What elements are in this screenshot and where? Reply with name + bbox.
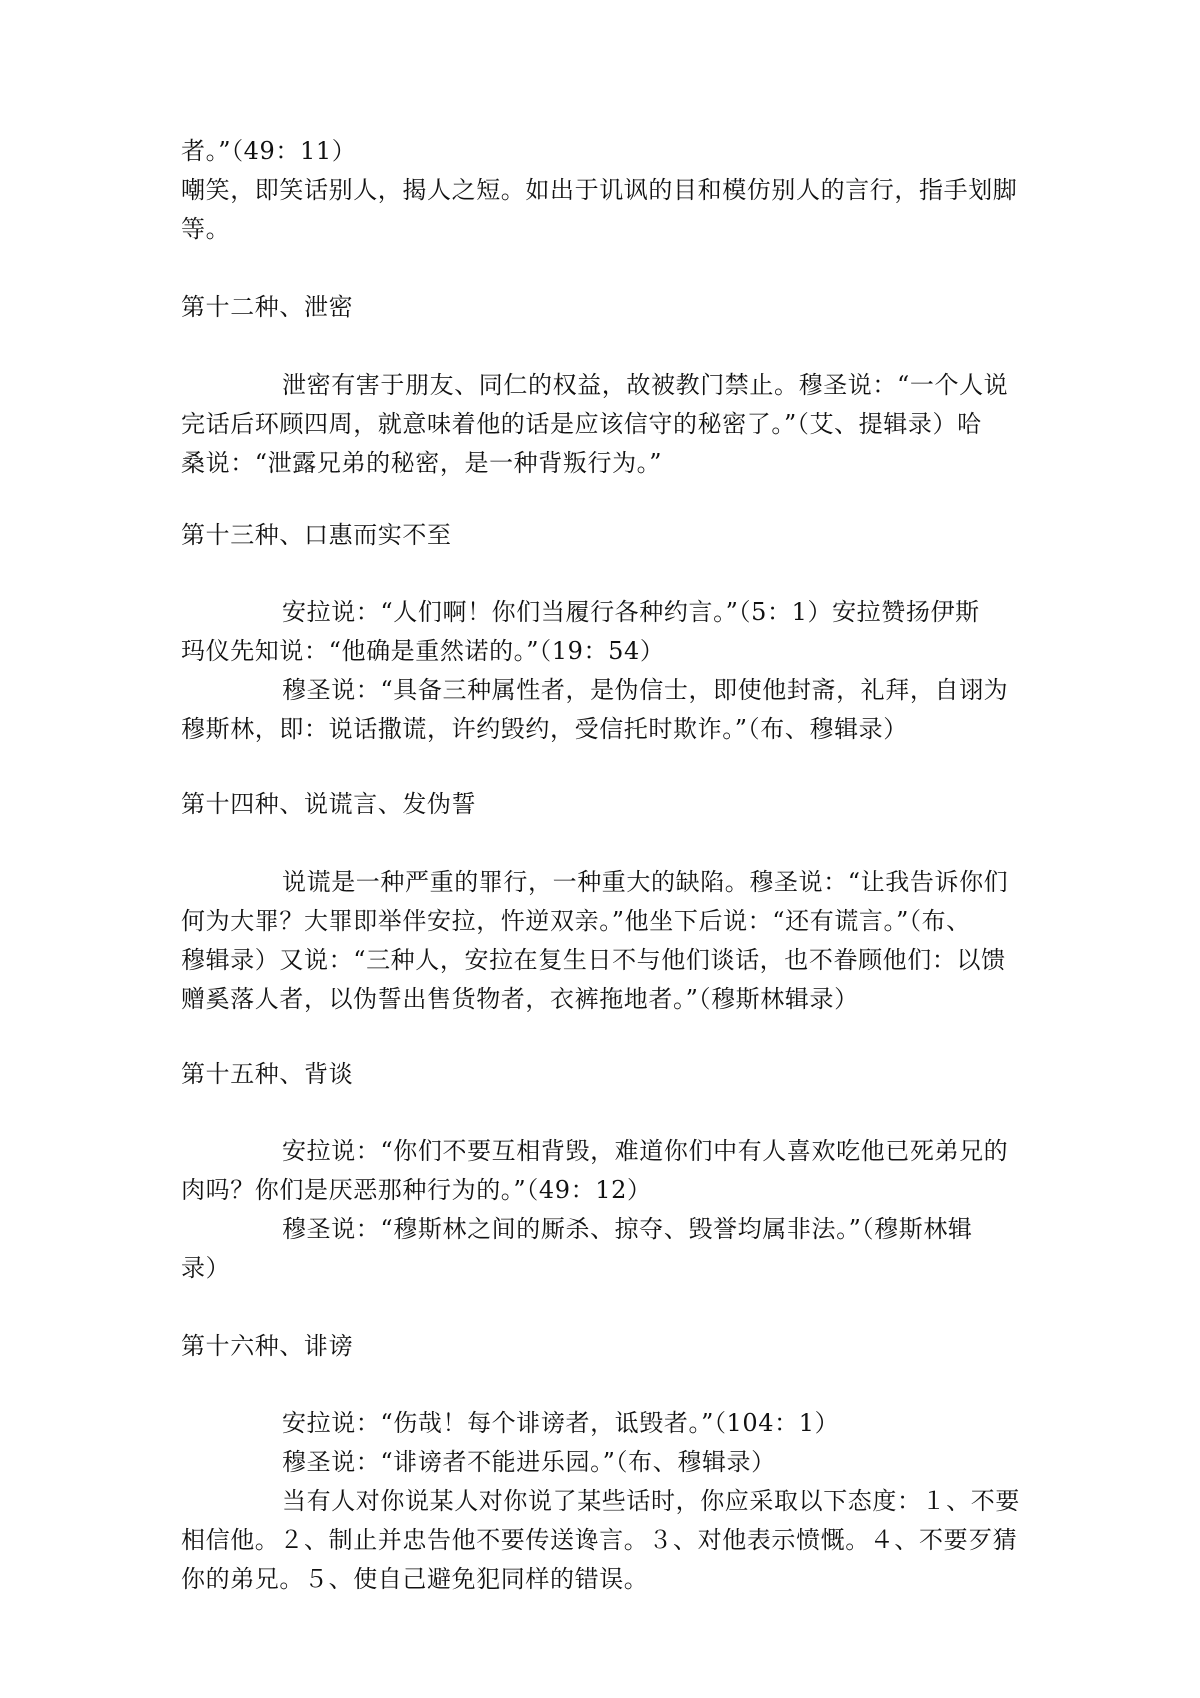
- paragraph-line: 完话后环顾四周，就意味着他的话是应该信守的秘密了。”（艾、提辑录）哈: [181, 410, 982, 438]
- text-line: 等。: [181, 215, 231, 243]
- paragraph-line: 泄密有害于朋友、同仁的权益，故被教门禁止。穆圣说：“一个人说: [282, 371, 1009, 399]
- section-heading: 第十六种、诽谤: [181, 1332, 354, 1360]
- section-heading: 第十二种、泄密: [181, 293, 354, 321]
- paragraph-line: 何为大罪？大罪即举伴安拉，忤逆双亲。”他坐下后说：“还有谎言。”（布、: [181, 907, 971, 935]
- section-heading: 第十四种、说谎言、发伪誓: [181, 790, 477, 818]
- paragraph-line: 你的弟兄。５、使自己避免犯同样的错误。: [181, 1565, 649, 1593]
- paragraph-line: 相信他。２、制止并忠告他不要传送谗言。３、对他表示愤慨。４、不要歹猜: [181, 1526, 1018, 1554]
- section-heading: 第十三种、口惠而实不至: [181, 521, 452, 549]
- text-line: 者。”（49：11）: [181, 137, 357, 165]
- section-heading: 第十五种、背谈: [181, 1060, 354, 1088]
- paragraph-line: 当有人对你说某人对你说了某些话时，你应采取以下态度：１、不要: [282, 1487, 1020, 1515]
- paragraph-line: 穆圣说：“穆斯林之间的厮杀、掠夺、毁誉均属非法。”（穆斯林辑: [282, 1215, 973, 1243]
- paragraph-line: 玛仪先知说：“他确是重然诺的。”（19：54）: [181, 637, 665, 665]
- paragraph-line: 穆辑录）又说：“三种人，安拉在复生日不与他们谈话，也不眷顾他们：以馈: [181, 946, 1006, 974]
- paragraph-line: 安拉说：“人们啊！你们当履行各种约言。”（5：1）安拉赞扬伊斯: [282, 598, 980, 626]
- paragraph-line: 安拉说：“伤哉！每个诽谤者，诋毁者。”（104：1）: [282, 1409, 840, 1437]
- text-line: 嘲笑，即笑话别人，揭人之短。如出于讥讽的目和模仿别人的言行，指手划脚: [181, 176, 1018, 204]
- paragraph-line: 肉吗？你们是厌恶那种行为的。”（49：12）: [181, 1176, 652, 1204]
- paragraph-line: 说谎是一种严重的罪行，一种重大的缺陷。穆圣说：“让我告诉你们: [282, 868, 1009, 896]
- paragraph-line: 安拉说：“你们不要互相背毁，难道你们中有人喜欢吃他已死弟兄的: [282, 1137, 1009, 1165]
- paragraph-line: 赠奚落人者，以伪誓出售货物者，衣裤拖地者。”（穆斯林辑录）: [181, 985, 859, 1013]
- paragraph-line: 穆圣说：“具备三种属性者，是伪信士，即使他封斋，礼拜，自诩为: [282, 676, 1009, 704]
- paragraph-line: 录）: [181, 1254, 231, 1282]
- paragraph-line: 穆圣说：“诽谤者不能进乐园。”（布、穆辑录）: [282, 1448, 776, 1476]
- paragraph-line: 穆斯林，即：说话撒谎，许约毁约，受信托时欺诈。”（布、穆辑录）: [181, 715, 908, 743]
- paragraph-line: 桑说：“泄露兄弟的秘密，是一种背叛行为。”: [181, 449, 663, 477]
